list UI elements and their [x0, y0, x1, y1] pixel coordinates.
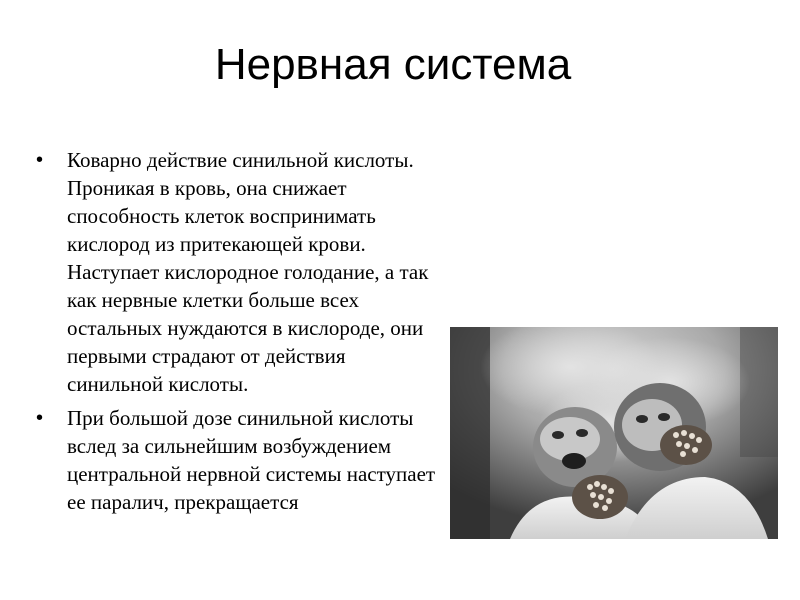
bullet-text: Коварно действие синильной кислоты. Проникая в кровь, она снижает способность клеток воспринимать кислород из притекающей крови. Наступает кислородное голодание, а так как нервные клетки больше всех остальных нуждаются в кислороде, они первыми страдают от действия синильной кислоты. — [67, 148, 429, 396]
slide-title: Нервная система — [214, 40, 572, 89]
photo-image — [450, 327, 778, 539]
bullet-icon: • — [36, 407, 44, 429]
bullet-list — [36, 146, 436, 522]
bullet-item — [36, 146, 436, 398]
bullet-text: При большой дозе синильной кислоты вслед за сильнейшим возбуждением центральной нервной системы наступает ее паралич, прекращается — [67, 406, 436, 514]
bullet-icon: • — [36, 149, 44, 171]
smoking-people-photo — [450, 327, 778, 539]
bullet-item — [36, 404, 436, 516]
